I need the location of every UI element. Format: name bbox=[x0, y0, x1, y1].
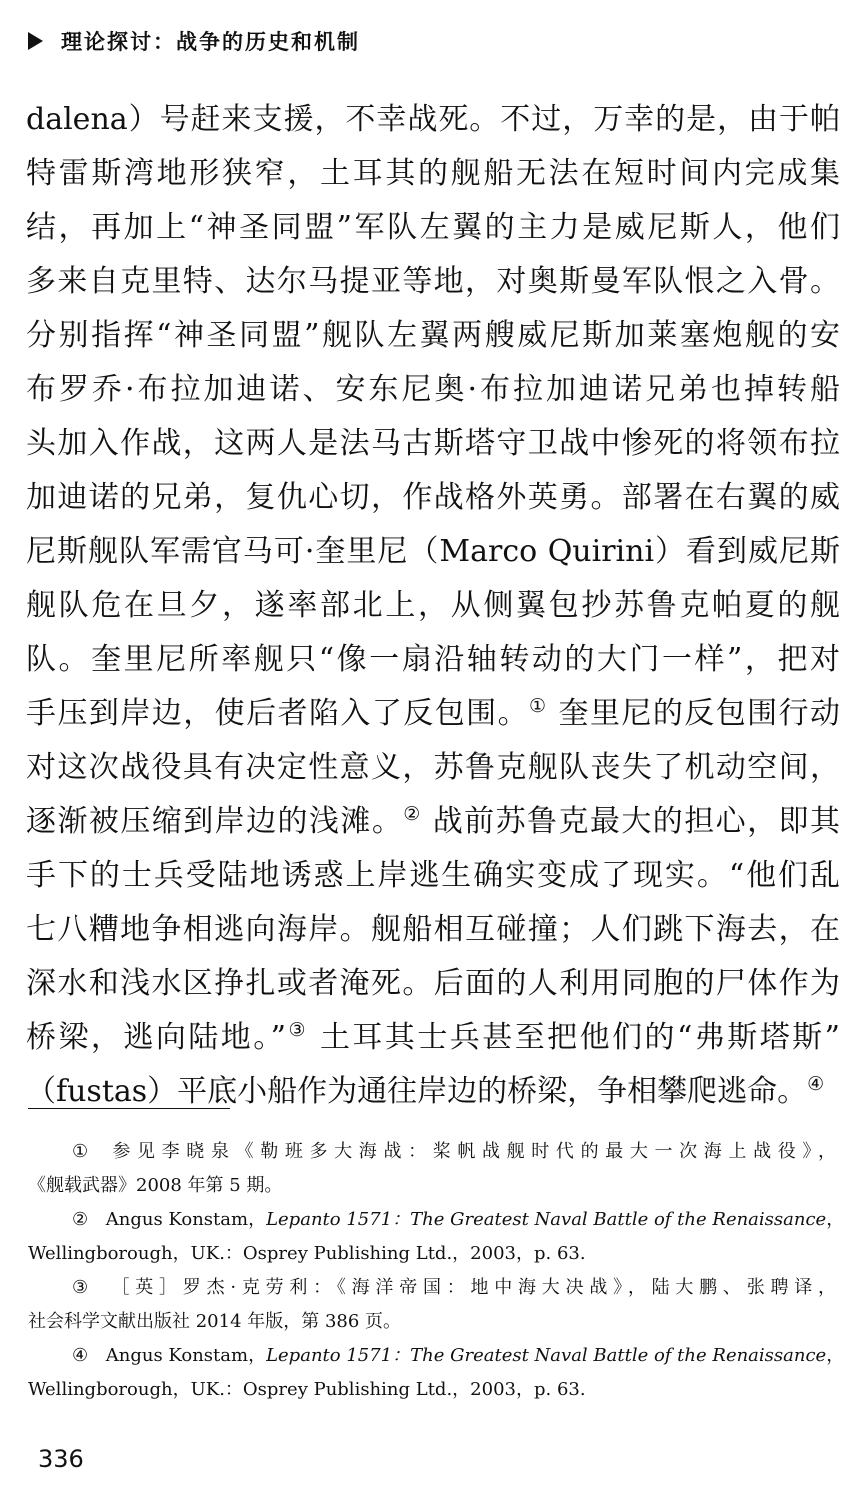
footnote-3 bbox=[28, 1271, 836, 1305]
text-line bbox=[26, 795, 840, 849]
footnote-ref-2[interactable]: ② bbox=[403, 803, 422, 825]
text-line: 加迪诺的兄弟，复仇心切，作战格外英勇。部署在右翼的威 bbox=[26, 480, 840, 515]
footnote-text: 参见李晓泉《勒班多大海战：桨帆战舰时代的最大一次海上战役》， bbox=[112, 1141, 836, 1162]
footnote-ref-3[interactable]: ③ bbox=[286, 1019, 308, 1041]
footnote-2 bbox=[28, 1203, 845, 1237]
text-line bbox=[26, 687, 840, 741]
footnote-book-title: Lepanto 1571：The Greatest Naval Battle of the Renaissance bbox=[266, 1209, 827, 1230]
text-line: 七八糟地争相逃向海岸。舰船相互碰撞；人们跳下海去，在 bbox=[26, 912, 840, 947]
text-line: 分别指挥“神圣同盟”舰队左翼两艘威尼斯加莱塞炮舰的安 bbox=[26, 318, 840, 353]
text-line: 特雷斯湾地形狭窄，土耳其的舰船无法在短时间内完成集 bbox=[26, 156, 840, 191]
text-segment: 奎里尼的反包围行动 bbox=[558, 696, 841, 731]
text-line: 手下的士兵受陆地诱惑上岸逃生确实变成了现实。“他们乱 bbox=[26, 858, 840, 893]
footnote-punct: ， bbox=[826, 1345, 845, 1366]
text-line: 舰队危在旦夕，遂率部北上，从侧翼包抄苏鲁克帕夏的舰 bbox=[26, 588, 840, 623]
text-line: 多来自克里特、达尔马提亚等地，对奥斯曼军队恨之入骨。 bbox=[26, 264, 840, 299]
text-segment: 桥梁，逃向陆地。” bbox=[26, 1020, 287, 1055]
text-line: 深水和浅水区挣扎或者淹死。后面的人利用同胞的尸体作为 bbox=[26, 966, 840, 1001]
text-line bbox=[26, 1011, 840, 1065]
footnote-book-title: Lepanto 1571：The Greatest Naval Battle of the Renaissance bbox=[266, 1345, 827, 1366]
footnote-ref-4[interactable]: ④ bbox=[807, 1073, 825, 1095]
footnote-4-cont: Wellingborough，UK.：Osprey Publishing Ltd.，2003，p. 63. bbox=[28, 1379, 586, 1400]
text-line: 布罗乔·布拉加迪诺、安东尼奥·布拉加迪诺兄弟也掉转船 bbox=[26, 372, 840, 407]
triangle-marker-icon bbox=[28, 32, 43, 50]
text-segment: 逐渐被压缩到岸边的浅滩。 bbox=[26, 804, 404, 839]
header-title: 理论探讨：战争的历史和机制 bbox=[61, 30, 360, 54]
footnote-author: Angus Konstam， bbox=[105, 1209, 267, 1230]
footnote-number: ② bbox=[72, 1209, 89, 1230]
footnote-3-cont: 社会科学文献出版社 2014 年版，第 386 页。 bbox=[28, 1311, 402, 1332]
footnote-number: ④ bbox=[72, 1345, 89, 1366]
text-line: dalena）号赶来支援，不幸战死。不过，万幸的是，由于帕 bbox=[26, 102, 840, 137]
footnote-1-cont: 《舰载武器》2008 年第 5 期。 bbox=[28, 1175, 283, 1196]
footnote-punct: ， bbox=[826, 1209, 845, 1230]
footnote-4 bbox=[28, 1339, 845, 1373]
text-line: 队。奎里尼所率舰只“像一扇沿轴转动的大门一样”，把对 bbox=[26, 642, 840, 677]
body-text bbox=[26, 93, 840, 1119]
footnote-ref-1[interactable]: ① bbox=[529, 695, 548, 717]
text-segment: 战前苏鲁克最大的担心，即其 bbox=[432, 804, 840, 839]
text-line: 结，再加上“神圣同盟”军队左翼的主力是威尼斯人，他们 bbox=[26, 210, 840, 245]
text-line: 头加入作战，这两人是法马古斯塔守卫战中惨死的将领布拉 bbox=[26, 426, 840, 461]
footnote-text: ［英］罗杰·克劳利：《海洋帝国：地中海大决战》，陆大鹏、张聘译， bbox=[111, 1277, 836, 1298]
page-number: 336 bbox=[38, 1445, 84, 1473]
footnote-number: ③ bbox=[72, 1277, 89, 1298]
footnote-1 bbox=[28, 1135, 836, 1169]
footnote-divider bbox=[28, 1108, 230, 1109]
text-segment: 手压到岸边，使后者陷入了反包围。 bbox=[26, 696, 530, 731]
text-line: 对这次战役具有决定性意义，苏鲁克舰队丧失了机动空间， bbox=[26, 750, 840, 785]
footnote-2-cont: Wellingborough，UK.：Osprey Publishing Ltd.，2003，p. 63. bbox=[28, 1243, 586, 1264]
text-segment: （fustas）平底小船作为通往岸边的桥梁，争相攀爬逃命。 bbox=[26, 1074, 808, 1109]
footnote-number: ① bbox=[72, 1141, 89, 1162]
text-line: 尼斯舰队军需官马可·奎里尼（Marco Quirini）看到威尼斯 bbox=[26, 534, 840, 569]
text-line bbox=[26, 1065, 840, 1119]
footnotes bbox=[28, 1135, 845, 1407]
running-header bbox=[28, 26, 360, 56]
text-segment: 土耳其士兵甚至把他们的“弗斯塔斯” bbox=[319, 1020, 840, 1055]
footnote-author: Angus Konstam， bbox=[105, 1345, 267, 1366]
